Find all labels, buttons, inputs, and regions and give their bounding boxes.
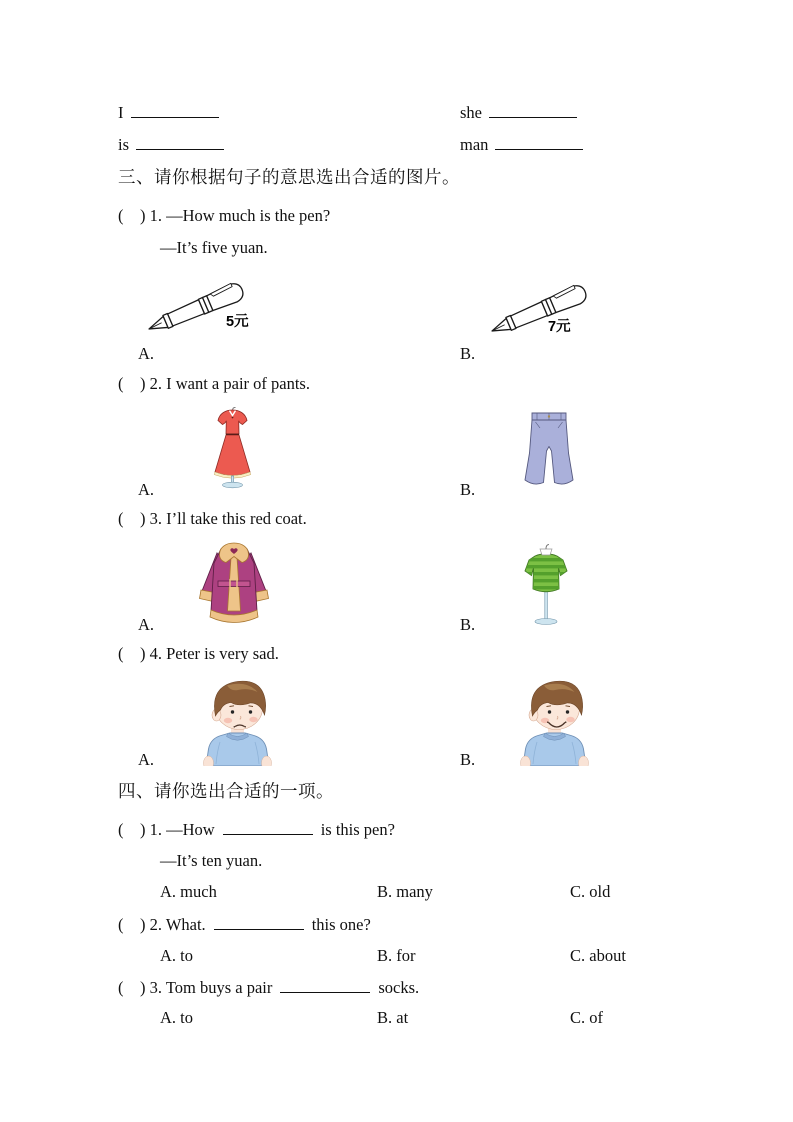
- option-b: B. many: [377, 882, 433, 901]
- option-c: C. of: [570, 1008, 603, 1027]
- choice-label-a: A.: [138, 750, 155, 769]
- answer-blank[interactable]: [495, 136, 583, 150]
- answer-blank[interactable]: [136, 136, 224, 150]
- option-a: A. to: [160, 946, 193, 965]
- option-image-pen-a: [140, 278, 255, 342]
- choice-label-b: B.: [460, 344, 476, 363]
- s4-q2-text: [118, 915, 371, 935]
- dress-icon: [205, 405, 260, 489]
- vocab-item-is: [118, 135, 224, 155]
- question-post: is this pen?: [320, 820, 395, 839]
- option-a: A. to: [160, 1008, 193, 1027]
- s4-q3-options: [0, 1008, 793, 1108]
- question-pre: ( ) 1. —How: [118, 820, 215, 839]
- choice-label-b: B.: [460, 750, 476, 769]
- option-c: C. about: [570, 946, 626, 965]
- vocab-word: she: [460, 103, 482, 122]
- s3-q1-answer-text: —It’s five yuan.: [160, 238, 268, 257]
- pen-icon: [483, 280, 595, 342]
- choice-label-b: B.: [460, 615, 476, 634]
- vocab-item-she: [460, 103, 577, 123]
- option-image-pen-b: [483, 280, 598, 344]
- price-label-b: 7元: [548, 319, 571, 335]
- vocab-item-i: [118, 103, 219, 123]
- choice-label-a: A.: [138, 344, 155, 363]
- option-b: B. at: [377, 1008, 409, 1027]
- section4-heading: 四、请你选出合适的一项。: [118, 781, 334, 801]
- answer-blank[interactable]: [214, 916, 304, 930]
- question-pre: ( ) 2. What.: [118, 915, 206, 934]
- option-a: A. much: [160, 882, 217, 901]
- answer-blank[interactable]: [280, 979, 370, 993]
- choice-label-b: B.: [460, 480, 476, 499]
- option-b: B. for: [377, 946, 416, 965]
- s3-q1-text: ( ) 1. —How much is the pen?: [118, 206, 331, 225]
- question-post: this one?: [311, 915, 371, 934]
- section3-heading: 三、请你根据句子的意思选出合适的图片。: [118, 167, 460, 187]
- s3-q3-text: ( ) 3. I’ll take this red coat.: [118, 509, 307, 528]
- s3-q2-text: ( ) 2. I want a pair of pants.: [118, 374, 310, 393]
- s4-q3-text: [118, 978, 419, 998]
- vocab-word: I: [118, 103, 124, 122]
- option-c: C. old: [570, 882, 611, 901]
- question-pre: ( ) 3. Tom buys a pair: [118, 978, 273, 997]
- answer-blank[interactable]: [489, 104, 577, 118]
- s3-q4-text: ( ) 4. Peter is very sad.: [118, 644, 279, 663]
- s4-q1-answer-text: —It’s ten yuan.: [160, 851, 263, 870]
- answer-blank[interactable]: [131, 104, 219, 118]
- choice-label-a: A.: [138, 615, 155, 634]
- vocab-item-man: [460, 135, 583, 155]
- question-post: socks.: [378, 978, 420, 997]
- answer-blank[interactable]: [223, 821, 313, 835]
- s4-q1-text: [118, 820, 395, 840]
- price-label-a: 5元: [226, 314, 249, 330]
- vocab-word: man: [460, 135, 489, 154]
- vocab-word: is: [118, 135, 130, 154]
- choice-label-a: A.: [138, 480, 155, 499]
